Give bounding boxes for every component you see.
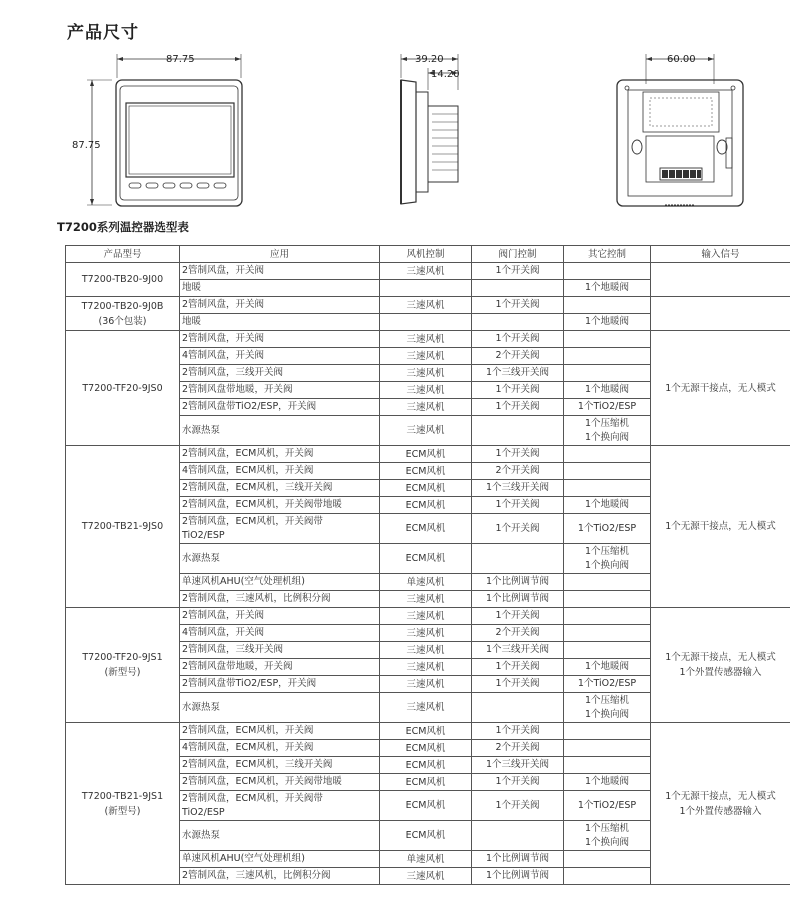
application-cell-text: 2管制风盘带地暖，开关阀 [182,661,293,672]
fan-control-cell: 三速风机 [380,348,472,365]
valve-control-cell-text: 1个开关阀 [495,725,540,736]
fan-control-cell: ECM风机 [380,723,472,740]
application-cell [180,625,380,642]
table-row [66,263,790,280]
valve-control-cell [472,757,564,774]
valve-control-cell [472,544,564,574]
other-control-cell-text: 1个TiO2/ESP [577,401,637,412]
valve-control-cell-text: 1个开关阀 [495,799,540,811]
application-cell-text: 水源热泵 [182,829,221,841]
application-cell-text: 2管制风盘，ECM风机，开关阀带地暖 [182,776,342,787]
fan-control-cell: 三速风机 [380,263,472,280]
input-signal-text: 1个无源干接点，无人模式 [665,790,776,802]
application-cell [180,382,380,399]
application-cell [180,642,380,659]
valve-control-cell-text: 1个开关阀 [495,678,540,689]
application-cell-text: 水源热泵 [182,424,221,436]
table-row [66,331,790,348]
valve-control-cell [472,608,564,625]
application-cell-text: TiO2/ESP [182,806,225,818]
application-cell-text: 2管制风盘，ECM风机，开关阀带 [182,792,323,804]
application-cell-text: 2管制风盘，三速风机，比例积分阀 [182,870,331,881]
application-cell [180,757,380,774]
input-signal-text: 1个无源干接点，无人模式 [665,382,776,394]
other-control-cell-text: 1个换向阀 [584,431,630,443]
application-cell [180,514,380,544]
application-cell-text: 4管制风盘，开关阀 [182,350,265,361]
valve-control-cell-text: 2个开关阀 [495,465,540,476]
application-cell-text: 2管制风盘，开关阀 [182,299,265,310]
other-control-cell [564,591,651,608]
model-cell [66,723,180,885]
other-control-cell [564,514,651,544]
fan-control-cell: 三速风机 [380,416,472,446]
header-model: 产品型号 [66,246,180,263]
valve-control-cell [472,263,564,280]
model-cell [66,297,180,331]
application-cell [180,263,380,280]
input-signal-text: 1个外置传感器输入 [679,667,762,678]
application-cell [180,591,380,608]
back-width-dimension: 60.00 [667,54,696,65]
fan-control-cell: ECM风机 [380,757,472,774]
valve-control-cell [472,280,564,297]
model-text: T7200-TB20-9J00 [81,274,164,285]
input-signal-text: 1个无源干接点，无人模式 [665,521,776,532]
table-body [66,263,790,885]
back-view-drawing [617,54,743,206]
other-control-cell-text: 1个地暖阀 [584,661,630,672]
side-depth-dimension: 39.20 [415,54,444,65]
fan-control-cell: 三速风机 [380,676,472,693]
application-cell [180,331,380,348]
input-signal-cell [651,608,790,723]
other-control-cell [564,544,651,574]
valve-control-cell-text: 1个开关阀 [495,448,540,459]
application-cell-text: 水源热泵 [182,552,221,564]
application-cell [180,365,380,382]
valve-control-cell-text: 1个开关阀 [495,499,540,510]
model-cell [66,263,180,297]
fan-control-cell: ECM风机 [380,446,472,463]
other-control-cell [564,263,651,280]
model-text: T7200-TF20-9JS0 [82,382,163,394]
fan-control-cell: ECM风机 [380,463,472,480]
application-cell-text: 2管制风盘，三线开关阀 [182,644,284,655]
other-control-cell-text: 1个TiO2/ESP [577,522,637,534]
other-control-cell [564,574,651,591]
application-cell [180,821,380,851]
application-cell-text: 2管制风盘，ECM风机，三线开关阀 [182,482,333,493]
application-cell-text: 4管制风盘，ECM风机，开关阀 [182,742,314,753]
other-control-cell [564,608,651,625]
input-signal-cell [651,263,790,297]
page-title: 产品尺寸 [67,23,139,43]
application-cell-text: 单速风机AHU(空气处理机组) [182,576,306,587]
other-control-cell-text: 1个地暖阀 [584,384,630,395]
valve-control-cell-text: 2个开关阀 [495,350,540,361]
other-control-cell [564,480,651,497]
valve-control-cell [472,574,564,591]
fan-control-cell: ECM风机 [380,821,472,851]
valve-control-cell [472,365,564,382]
other-control-cell [564,416,651,446]
valve-control-cell-text: 1个比例调节阀 [485,870,550,881]
table-header-row [66,246,790,263]
valve-control-cell [472,514,564,544]
valve-control-cell [472,851,564,868]
model-text: (新型号) [104,667,141,678]
other-control-cell [564,740,651,757]
application-cell-text: 2管制风盘，开关阀 [182,265,265,276]
other-control-cell [564,463,651,480]
application-cell-text: 地暖 [182,316,202,327]
application-cell-text: 2管制风盘，开关阀 [182,610,265,621]
application-cell-text: 2管制风盘，ECM风机，开关阀 [182,725,314,736]
dimension-drawings [0,40,790,220]
application-cell-text: 2管制风盘，ECM风机，三线开关阀 [182,759,333,770]
fan-control-cell: 三速风机 [380,693,472,723]
valve-control-cell-text: 1个开关阀 [495,401,540,412]
application-cell [180,399,380,416]
valve-control-cell [472,331,564,348]
application-cell [180,676,380,693]
valve-control-cell-text: 1个开关阀 [495,333,540,344]
valve-control-cell [472,591,564,608]
application-cell [180,314,380,331]
application-cell [180,723,380,740]
header-valve-control: 阀门控制 [472,246,564,263]
header-application: 应用 [180,246,380,263]
input-signal-cell [651,446,790,608]
valve-control-cell-text: 1个开关阀 [495,661,540,672]
application-cell-text: TiO2/ESP [182,529,225,541]
application-cell [180,416,380,446]
front-width-dimension: 87.75 [166,54,195,65]
fan-control-cell: ECM风机 [380,544,472,574]
fan-control-cell: ECM风机 [380,514,472,544]
other-control-cell-text: 1个压缩机 [584,694,630,706]
valve-control-cell [472,297,564,314]
application-cell [180,608,380,625]
valve-control-cell [472,821,564,851]
other-control-cell [564,348,651,365]
application-cell-text: 地暖 [182,282,202,293]
input-signal-cell [651,723,790,885]
valve-control-cell-text: 1个开关阀 [495,265,540,276]
input-signal-text: 1个外置传感器输入 [679,805,762,817]
fan-control-cell: ECM风机 [380,497,472,514]
valve-control-cell [472,348,564,365]
other-control-cell [564,314,651,331]
other-control-cell [564,821,651,851]
valve-control-cell [472,446,564,463]
front-height-dimension: 87.75 [72,140,101,151]
application-cell-text: 2管制风盘，ECM风机，开关阀带地暖 [182,499,342,510]
valve-control-cell [472,676,564,693]
table-row [66,723,790,740]
other-control-cell-text: 1个地暖阀 [584,282,630,293]
other-control-cell-text: 1个换向阀 [584,708,630,720]
valve-control-cell-text: 1个比例调节阀 [485,853,550,864]
other-control-cell-text: 1个地暖阀 [584,776,630,787]
application-cell [180,348,380,365]
valve-control-cell-text: 2个开关阀 [495,627,540,638]
application-cell-text: 4管制风盘，开关阀 [182,627,265,638]
valve-control-cell [472,382,564,399]
header-input-signal: 输入信号 [651,246,790,263]
application-cell-text: 2管制风盘，开关阀 [182,333,265,344]
valve-control-cell [472,314,564,331]
other-control-cell-text: 1个地暖阀 [584,499,630,510]
valve-control-cell-text: 1个开关阀 [495,299,540,310]
other-control-cell-text: 1个压缩机 [584,822,630,834]
other-control-cell [564,774,651,791]
application-cell [180,574,380,591]
model-text: (新型号) [104,805,141,817]
other-control-cell [564,791,651,821]
other-control-cell [564,693,651,723]
table-row [66,446,790,463]
fan-control-cell: 三速风机 [380,625,472,642]
other-control-cell [564,642,651,659]
other-control-cell [564,659,651,676]
valve-control-cell [472,774,564,791]
fan-control-cell: 三速风机 [380,591,472,608]
application-cell [180,868,380,885]
fan-control-cell: 三速风机 [380,365,472,382]
valve-control-cell-text: 1个开关阀 [495,522,540,534]
other-control-cell [564,399,651,416]
application-cell-text: 2管制风盘，三速风机，比例积分阀 [182,593,331,604]
valve-control-cell [472,642,564,659]
other-control-cell [564,297,651,314]
valve-control-cell-text: 1个开关阀 [495,610,540,621]
fan-control-cell: 三速风机 [380,382,472,399]
dimension-drawings-svg [0,40,790,220]
input-signal-text: 1个无源干接点，无人模式 [665,652,776,663]
valve-control-cell-text: 2个开关阀 [495,742,540,753]
application-cell [180,791,380,821]
other-control-cell-text: 1个换向阀 [584,836,630,848]
fan-control-cell: 三速风机 [380,642,472,659]
application-cell-text: 2管制风盘带地暖，开关阀 [182,384,293,395]
application-cell [180,740,380,757]
other-control-cell-text: 1个TiO2/ESP [577,678,637,689]
valve-control-cell-text: 1个比例调节阀 [485,576,550,587]
other-control-cell [564,331,651,348]
fan-control-cell: ECM风机 [380,480,472,497]
input-signal-cell [651,331,790,446]
valve-control-cell [472,868,564,885]
model-text: T7200-TB21-9JS0 [81,521,164,532]
valve-control-cell-text: 1个三线开关阀 [485,482,550,493]
input-signal-cell [651,297,790,331]
side-inner-dimension: 14.20 [431,69,460,80]
application-cell-text: 单速风机AHU(空气处理机组) [182,853,306,864]
application-cell-text: 2管制风盘，ECM风机，开关阀带 [182,515,323,527]
valve-control-cell-text: 1个三线开关阀 [485,759,550,770]
other-control-cell-text: 1个TiO2/ESP [577,799,637,811]
fan-control-cell: ECM风机 [380,740,472,757]
fan-control-cell: 三速风机 [380,868,472,885]
application-cell-text: 2管制风盘，ECM风机，开关阀 [182,448,314,459]
header-other-control: 其它控制 [564,246,651,263]
fan-control-cell [380,280,472,297]
application-cell [180,659,380,676]
fan-control-cell: 三速风机 [380,297,472,314]
application-cell-text: 2管制风盘带TiO2/ESP，开关阀 [182,678,317,689]
valve-control-cell [472,497,564,514]
model-text: T7200-TB21-9JS1 [81,790,164,802]
valve-control-cell-text: 1个三线开关阀 [485,367,550,378]
valve-control-cell-text: 1个三线开关阀 [485,644,550,655]
other-control-cell [564,868,651,885]
front-view-drawing [87,54,242,206]
other-control-cell-text: 1个地暖阀 [584,316,630,327]
valve-control-cell-text: 1个开关阀 [495,384,540,395]
other-control-cell [564,446,651,463]
fan-control-cell: ECM风机 [380,791,472,821]
application-cell [180,774,380,791]
other-control-cell [564,280,651,297]
fan-control-cell: 三速风机 [380,608,472,625]
selection-table [65,245,790,885]
other-control-cell [564,625,651,642]
fan-control-cell: 单速风机 [380,851,472,868]
application-cell-text: 水源热泵 [182,701,221,713]
valve-control-cell [472,463,564,480]
fan-control-cell [380,314,472,331]
other-control-cell [564,497,651,514]
fan-control-cell: ECM风机 [380,774,472,791]
valve-control-cell [472,693,564,723]
application-cell [180,544,380,574]
fan-control-cell: 三速风机 [380,331,472,348]
valve-control-cell-text: 1个开关阀 [495,776,540,787]
table-row [66,608,790,625]
fan-control-cell: 三速风机 [380,399,472,416]
header-fan-control: 风机控制 [380,246,472,263]
application-cell-text: 2管制风盘带TiO2/ESP，开关阀 [182,401,317,412]
other-control-cell [564,723,651,740]
other-control-cell-text: 1个换向阀 [584,559,630,571]
model-cell [66,608,180,723]
other-control-cell-text: 1个压缩机 [584,545,630,557]
valve-control-cell [472,659,564,676]
other-control-cell [564,757,651,774]
model-text: T7200-TB20-9J0B [81,300,164,312]
table-title: T7200系列温控器选型表 [57,220,189,234]
other-control-cell [564,365,651,382]
other-control-cell [564,676,651,693]
application-cell-text: 4管制风盘，ECM风机，开关阀 [182,465,314,476]
other-control-cell [564,382,651,399]
application-cell [180,463,380,480]
valve-control-cell [472,723,564,740]
application-cell [180,851,380,868]
application-cell [180,497,380,514]
application-cell [180,297,380,314]
model-text: (36个包装) [98,315,147,327]
model-text: T7200-TF20-9JS1 [82,652,163,663]
valve-control-cell [472,399,564,416]
application-cell [180,446,380,463]
other-control-cell [564,851,651,868]
fan-control-cell: 单速风机 [380,574,472,591]
fan-control-cell: 三速风机 [380,659,472,676]
table-row [66,297,790,314]
application-cell [180,280,380,297]
model-cell [66,446,180,608]
valve-control-cell [472,740,564,757]
valve-control-cell [472,416,564,446]
application-cell-text: 2管制风盘，三线开关阀 [182,367,284,378]
valve-control-cell [472,625,564,642]
application-cell [180,693,380,723]
application-cell [180,480,380,497]
other-control-cell-text: 1个压缩机 [584,417,630,429]
valve-control-cell [472,791,564,821]
model-cell [66,331,180,446]
valve-control-cell-text: 1个比例调节阀 [485,593,550,604]
valve-control-cell [472,480,564,497]
